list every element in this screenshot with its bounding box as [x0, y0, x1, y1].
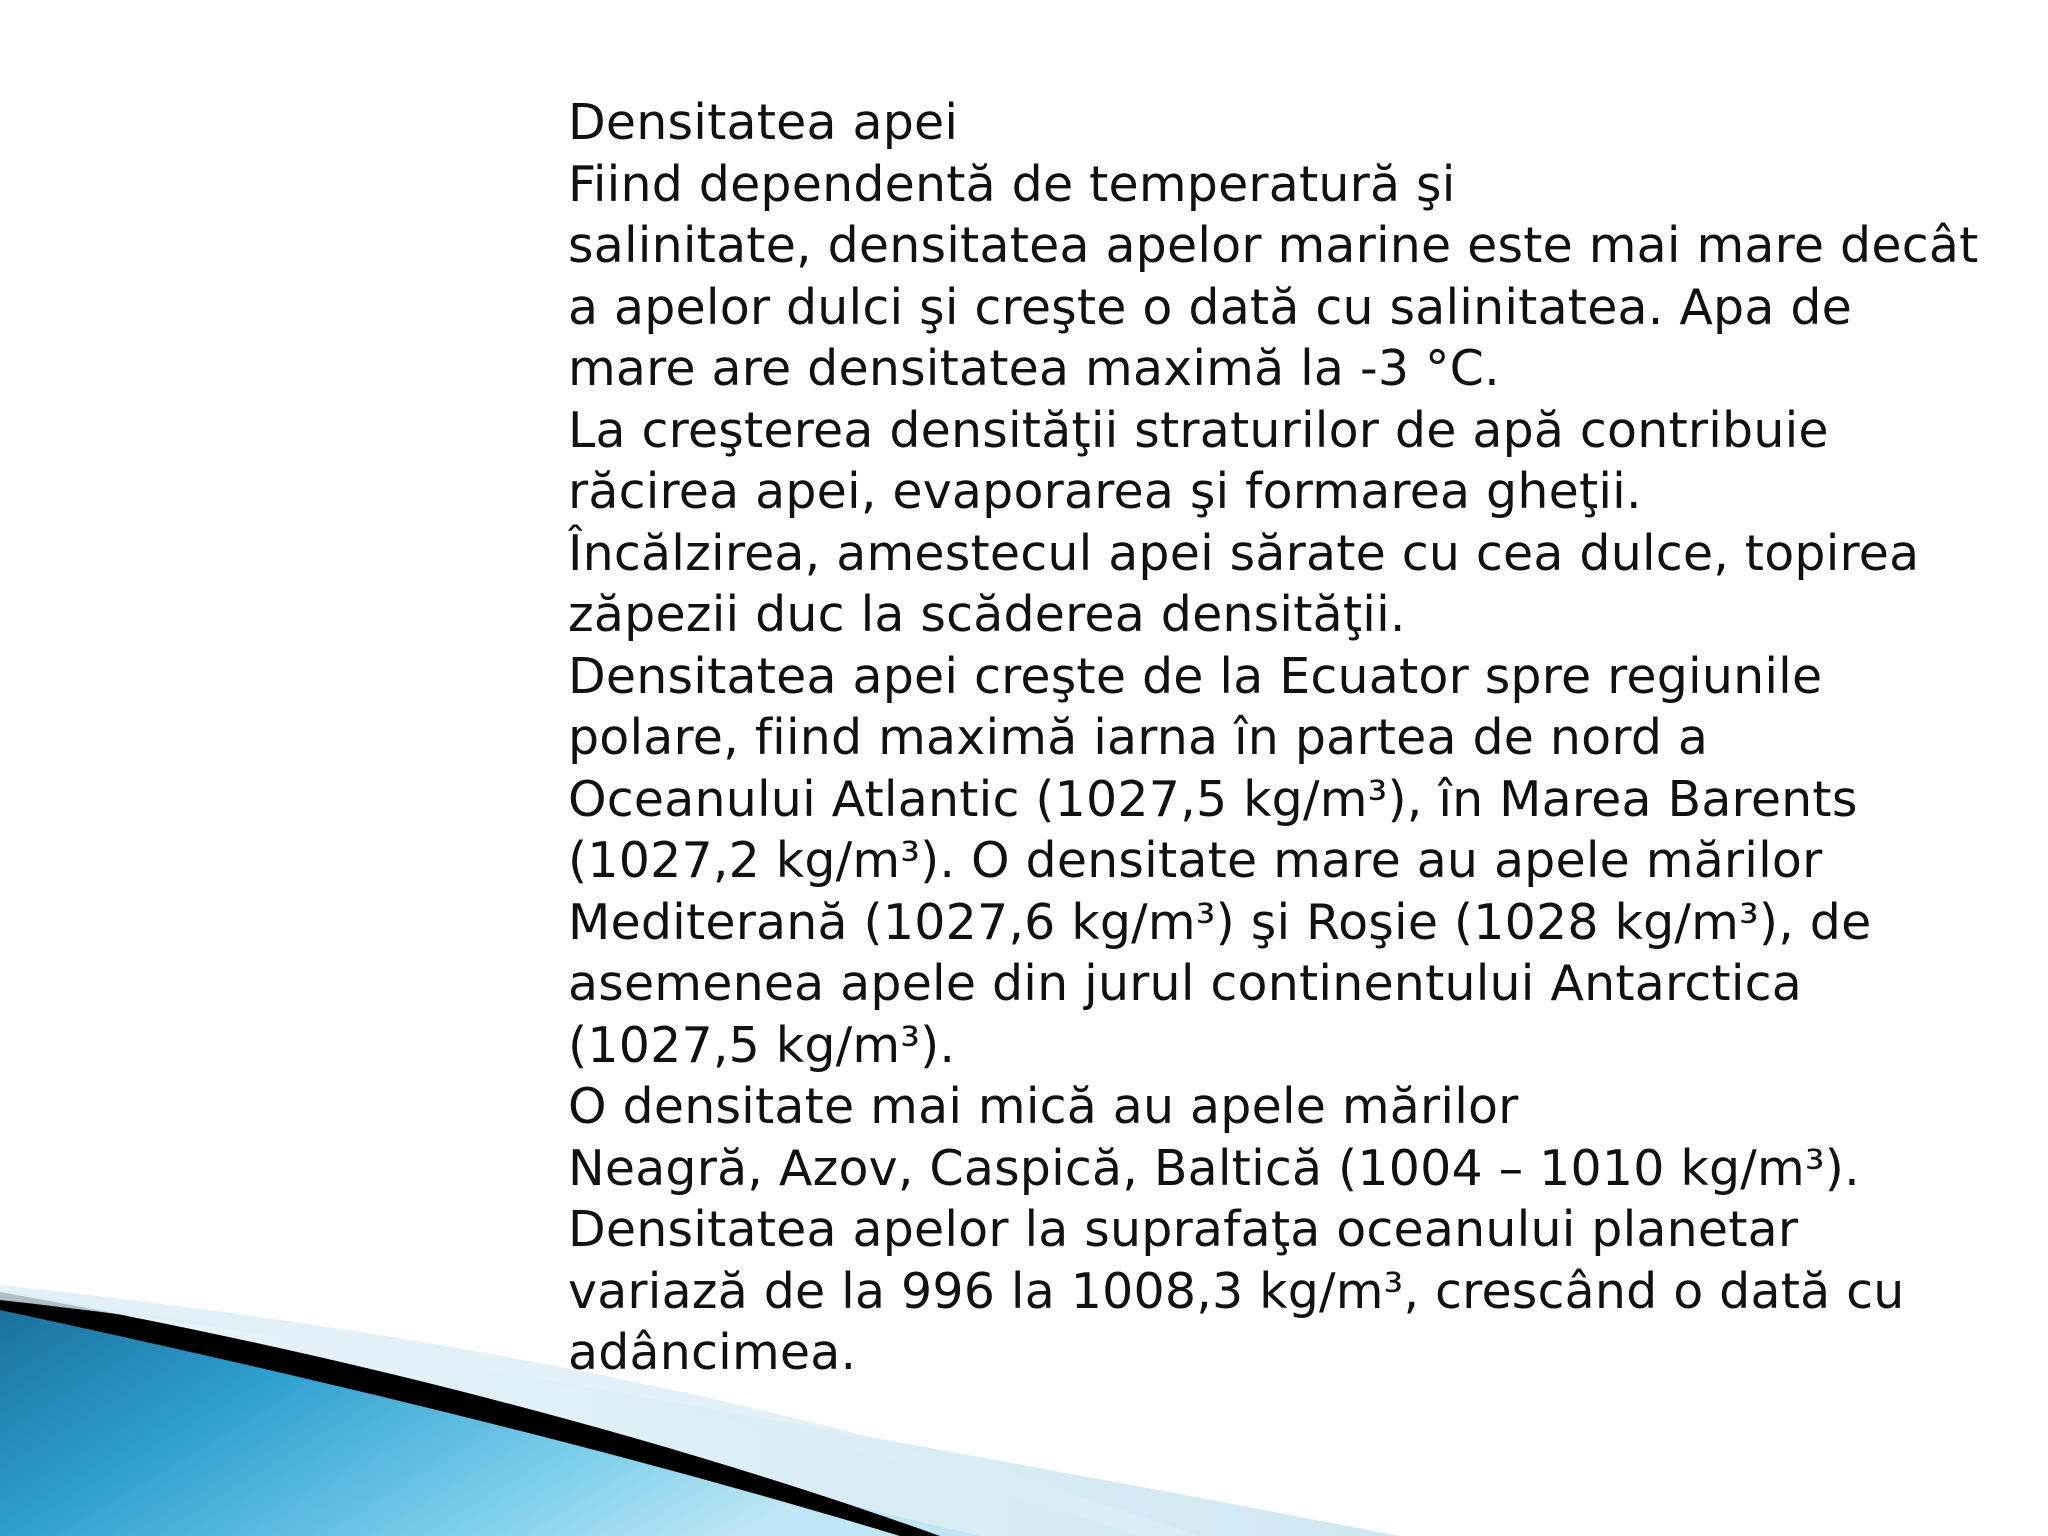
text-line: Densitatea apelor la suprafaţa oceanului planetar [568, 1201, 1799, 1258]
text-line: variază de la 996 la 1008,3 kg/m³, crescând o dată cu [568, 1262, 1905, 1320]
text-line: polare, fiind maximă iarna în partea de nord a [568, 709, 1709, 766]
text-line: Încălzirea, amestecul apei sărate cu cea dulce, topirea [568, 524, 1920, 582]
text-line: La creşterea densităţii straturilor de apă contribuie [568, 401, 1829, 459]
text-line: a apelor dulci şi creşte o dată cu salinitatea. Apa de [568, 278, 1853, 336]
heading-line: Densitatea apei [568, 94, 959, 151]
text-line: Fiind dependentă de temperatură şi [568, 155, 1456, 213]
text-line: Oceanului Atlantic (1027,5 kg/m³), în Marea Barents [568, 770, 1858, 828]
text-line: (1027,5 kg/m³). [568, 1016, 956, 1074]
text-line: salinitate, densitatea apelor marine este mai mare decât [568, 217, 1979, 274]
text-line: Densitatea apei creşte de la Ecuator spre regiunile [568, 647, 1823, 705]
text-line: O densitate mai mică au apele mărilor [568, 1078, 1519, 1135]
text-line: asemenea apele din jurul continentului Antarctica [568, 955, 1803, 1012]
text-line: Neagră, Azov, Caspică, Baltică (1004 – 1010 kg/m³). [568, 1139, 1860, 1197]
text-line: mare are densitatea maximă la -3 °C. [568, 340, 1500, 397]
text-block [568, 92, 2008, 1384]
text-line: adâncimea. [568, 1324, 857, 1381]
text-line: (1027,2 kg/m³). O densitate mare au apele mărilor [568, 832, 1823, 889]
text-line: răcirea apei, evaporarea şi formarea gheţii. [568, 463, 1642, 520]
text-line: Mediterană (1027,6 kg/m³) şi Roşie (1028 kg/m³), de [568, 893, 1872, 951]
text-line: zăpezii duc la scăderea densităţii. [568, 586, 1406, 643]
